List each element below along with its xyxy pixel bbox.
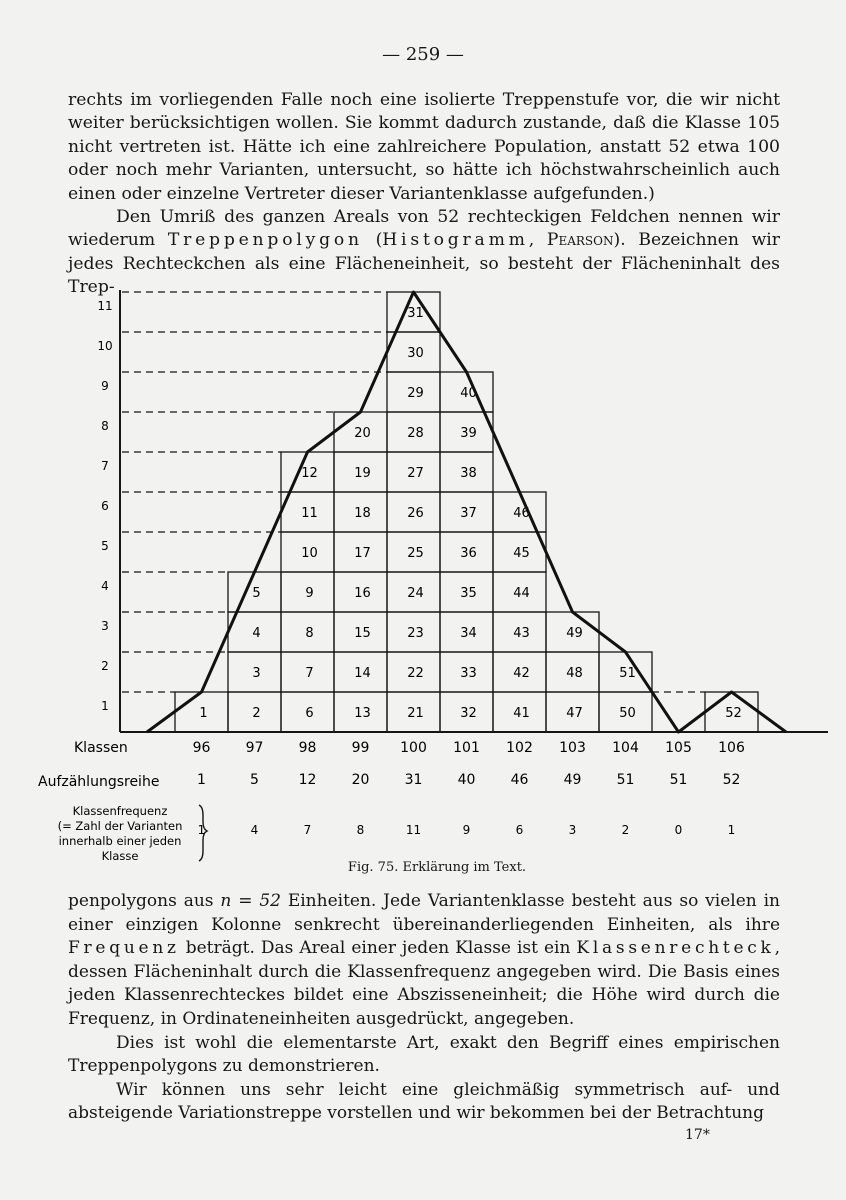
paragraph-elementarste-art: Dies ist wohl die elementarste Art, exakt den Begriff eines empirischen Treppenpolygons zu demonstrieren. — [68, 1032, 780, 1077]
cumulative-label: 52 — [722, 772, 741, 788]
frequency-label-line: (= Zahl der Varianten — [57, 819, 183, 833]
class-label: 103 — [559, 740, 586, 756]
cell-number: 24 — [407, 586, 424, 601]
cell-number: 14 — [354, 666, 371, 681]
cell-number: 50 — [619, 706, 636, 721]
cell-number: 36 — [460, 546, 477, 561]
class-label: 101 — [453, 740, 480, 756]
cell-number: 27 — [407, 466, 424, 481]
cell-number: 42 — [513, 666, 530, 681]
cell-number: 3 — [252, 666, 261, 681]
cell-number: 33 — [460, 666, 477, 681]
y-tick-label: 3 — [101, 619, 109, 633]
text-run: ). Bezeichnen wir jedes Rechteckchen als eine Flächeneinheit, so besteht der Flächeninhalt des Trep- — [68, 230, 780, 298]
cell-number: 26 — [407, 506, 424, 521]
cumulative-label: 51 — [669, 772, 688, 788]
cell-number: 23 — [407, 626, 424, 641]
cell-number: 39 — [460, 426, 477, 441]
cell-number: 30 — [407, 346, 424, 361]
y-tick-label: 11 — [97, 299, 113, 313]
cell-number: 13 — [354, 706, 371, 721]
cumulative-label: 46 — [510, 772, 529, 788]
cell-number: 28 — [407, 426, 424, 441]
cumulative-label: 12 — [298, 772, 317, 788]
frequency-label: 11 — [405, 823, 422, 837]
class-label: 97 — [245, 740, 264, 756]
y-tick-label: 10 — [97, 339, 113, 353]
frequency-label: 9 — [462, 823, 471, 837]
cell-number: 51 — [619, 666, 636, 681]
cumulative-label: 5 — [250, 772, 259, 788]
frequency-label: 7 — [303, 823, 312, 837]
frequency-label: 1 — [727, 823, 736, 837]
cumulative-label: 49 — [563, 772, 582, 788]
cell-number: 10 — [301, 546, 318, 561]
frequency-label: 2 — [621, 823, 630, 837]
class-label: 104 — [612, 740, 639, 756]
cell-number: 41 — [513, 706, 530, 721]
paragraph-flaecheninhalt — [68, 890, 780, 1032]
emphasis-frequenz: Frequenz — [68, 938, 180, 959]
cell-number: 16 — [354, 586, 371, 601]
text-run: penpolygons aus — [68, 891, 221, 911]
frequency-label: 0 — [674, 823, 683, 837]
cell-number: 20 — [354, 426, 371, 441]
class-label: 98 — [298, 740, 317, 756]
cell-number: 44 — [513, 586, 530, 601]
y-tick-label: 1 — [101, 699, 109, 713]
row-label-aufzaehlungsreihe: Aufzählungsreihe — [38, 774, 160, 790]
footer-signature: 17* — [685, 1127, 710, 1143]
frequency-label: 6 — [515, 823, 524, 837]
cell-number: 4 — [252, 626, 261, 641]
cell-number: 38 — [460, 466, 477, 481]
paragraph-continuation: rechts im vorliegenden Falle noch eine isolierte Treppenstufe vor, die wir nicht weiter berücksichtigen wollen. Sie kommt dadurch zustande, daß die Klasse 105 nicht vertreten ist. Hätte ich eine zahlreichere Population, anstatt 52 etwa 100 oder noch mehr Varianten, untersucht, so hätte ich höchstwahrscheinlich auch einen oder einzelne Vertreter dieser Variantenklasse aufgefunden.) — [68, 90, 780, 204]
class-label: 96 — [192, 740, 211, 756]
frequency-label: 3 — [568, 823, 577, 837]
class-label: 106 — [718, 740, 745, 756]
text-run: , — [528, 230, 547, 251]
cell-number: 18 — [354, 506, 371, 521]
cell-number: 40 — [460, 386, 477, 401]
cell-number: 12 — [301, 466, 318, 481]
class-label: 100 — [400, 740, 427, 756]
text-run: , dessen Flächeninhalt durch die Klassenfrequenz angegeben wird. Die Basis eines jeden Klassenrechteckes bildet eine Abszisseneinheit; die Höhe wird durch die Frequenz, in Ordinateneinheiten ausgedrückt, angegeben. — [68, 938, 780, 1029]
text-run: Den Umriß des ganzen Areals von 52 rechteckigen Feldchen nennen wir wiederum — [68, 207, 780, 251]
y-tick-label: 6 — [101, 499, 109, 513]
cell-number: 21 — [407, 706, 424, 721]
formula-n: n = 52 — [220, 891, 281, 911]
text-block-bottom — [68, 890, 780, 1126]
emphasis-klassenrechteck: Klassenrechteck — [576, 938, 775, 959]
cell-number: 8 — [305, 626, 314, 641]
cell-number: 43 — [513, 626, 530, 641]
y-tick-label: 9 — [101, 379, 109, 393]
class-label: 99 — [351, 740, 370, 756]
text-run: beträgt. Das Areal einer jeden Klasse ist ein — [179, 938, 577, 959]
cell-number: 1 — [199, 706, 208, 721]
cumulative-label: 1 — [197, 772, 206, 788]
y-tick-label: 5 — [101, 539, 109, 553]
frequency-label: 1 — [197, 823, 206, 837]
frequency-label: 4 — [250, 823, 259, 837]
y-tick-label: 8 — [101, 419, 109, 433]
page-number: — 259 — — [382, 44, 464, 65]
cell-number: 31 — [407, 306, 424, 321]
cumulative-label: 40 — [457, 772, 476, 788]
cell-number: 46 — [513, 506, 530, 521]
cell-number: 49 — [566, 626, 583, 641]
cell-number: 11 — [301, 506, 318, 521]
paragraph-variationstreppe: Wir können uns sehr leicht eine gleichmäßig symmetrisch auf- und absteigende Variationstreppe vorstellen und wir bekommen bei der Betrachtung — [68, 1079, 780, 1124]
cell-number: 32 — [460, 706, 477, 721]
class-label: 105 — [665, 740, 692, 756]
cell-number: 35 — [460, 586, 477, 601]
emphasis-treppenpolygon: Treppenpolygon — [167, 230, 363, 251]
class-label: 102 — [506, 740, 533, 756]
cumulative-label: 51 — [616, 772, 635, 788]
cell-number: 34 — [460, 626, 477, 641]
cell-number: 29 — [407, 386, 424, 401]
cell-number: 37 — [460, 506, 477, 521]
y-tick-label: 2 — [101, 659, 109, 673]
frequency-label-line: Klasse — [101, 849, 139, 863]
cell-number: 25 — [407, 546, 424, 561]
y-tick-label: 4 — [101, 579, 109, 593]
row-label-klassen: Klassen — [74, 740, 128, 756]
cell-number: 45 — [513, 546, 530, 561]
emphasis-histogramm: Histogramm — [382, 230, 529, 251]
cell-number: 47 — [566, 706, 583, 721]
author-pearson: Pearson — [546, 230, 614, 251]
cell-number: 48 — [566, 666, 583, 681]
cell-number: 6 — [305, 706, 314, 721]
cell-number: 52 — [725, 706, 742, 721]
cell-number: 9 — [305, 586, 314, 601]
cell-number: 15 — [354, 626, 371, 641]
cell-number: 5 — [252, 586, 261, 601]
cell-number: 7 — [305, 666, 314, 681]
figure-caption: Fig. 75. Erklärung im Text. — [347, 860, 527, 875]
text-run: ( — [362, 230, 383, 251]
histogram-figure — [0, 285, 846, 865]
text-run: Einheiten. Jede Variantenklasse besteht aus so vielen in einer einzigen Kolonne senkrecht übereinanderliegenden Einheiten, als ihre — [68, 891, 780, 935]
cell-number: 22 — [407, 666, 424, 681]
cell-number: 17 — [354, 546, 371, 561]
cell-number: 2 — [252, 706, 261, 721]
cell-number: 19 — [354, 466, 371, 481]
frequency-label: 8 — [356, 823, 365, 837]
frequency-label-line: innerhalb einer jeden — [58, 834, 182, 848]
y-tick-label: 7 — [101, 459, 109, 473]
text-block-top — [68, 89, 780, 300]
cumulative-label: 31 — [404, 772, 423, 788]
frequency-label-line: Klassenfrequenz — [72, 804, 168, 818]
cumulative-label: 20 — [351, 772, 370, 788]
